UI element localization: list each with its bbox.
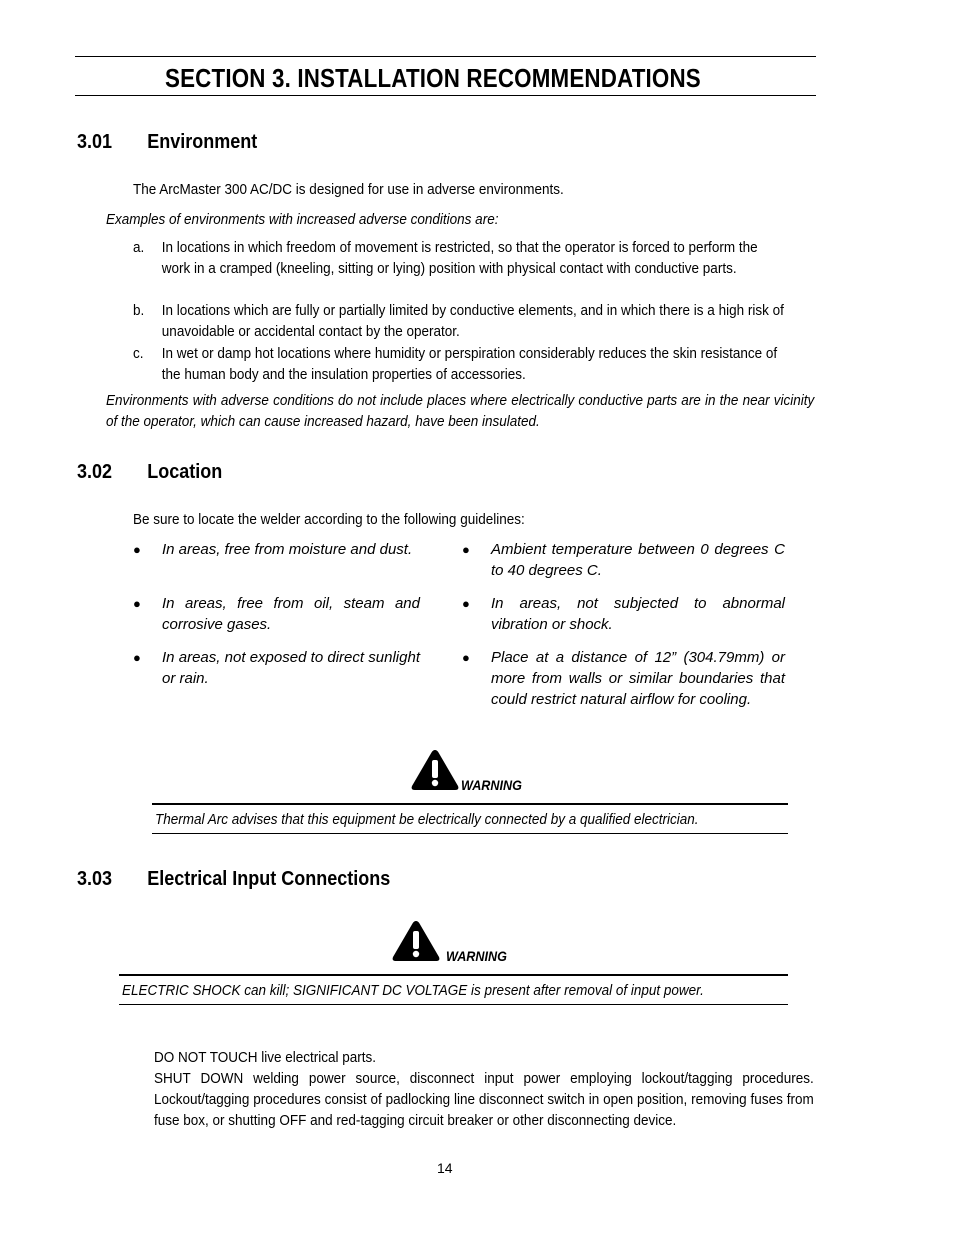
list-text: In locations which are fully or partially limited by conductive elements, and in which there is a high risk of unavoidable or accidental contact by the operator. <box>161 302 784 340</box>
electrical-paragraph: SHUT DOWN welding power source, disconnect input power employing lockout/tagging procedures. Lockout/tagging procedures consist of padlocking line disconnect switch in open position, removing fuses from fuse box, or shutting OFF and red-tagging circuit breaker or other disconnecting device. <box>154 1070 814 1129</box>
list-text: In locations in which freedom of movement is restricted, so that the operator is forced to perform the work in a cramped (kneeling, sitting or lying) position with physical contact with conductive parts. <box>161 239 758 277</box>
warning-label: WARNING <box>446 948 507 964</box>
environment-examples-intro: Examples of environments with increased adverse conditions are: <box>106 211 499 228</box>
heading-3-02 <box>77 461 222 484</box>
heading-number: 3.02 <box>77 461 113 483</box>
page-number: 14 <box>437 1160 453 1176</box>
bullet-dot-icon: ● <box>133 650 141 665</box>
electrical-line-1: DO NOT TOUCH live electrical parts. <box>154 1049 377 1066</box>
bullet-dot-icon: ● <box>133 596 141 611</box>
environment-intro: The ArcMaster 300 AC/DC is designed for use in adverse environments. <box>133 181 564 198</box>
warning-box <box>152 803 788 834</box>
bullet-dot-icon: ● <box>462 650 470 665</box>
heading-number: 3.03 <box>77 868 113 890</box>
bullet-text: In areas, not exposed to direct sunlight or rain. <box>162 649 420 687</box>
warning-triangle-icon <box>391 919 441 963</box>
bullet-text: Place at a distance of 12” (304.79mm) or more from walls or similar boundaries that could restrict natural airflow for cooling. <box>491 649 785 708</box>
bullet-text: Ambient temperature between 0 degrees C to 40 degrees C. <box>491 541 785 579</box>
list-marker: c. <box>133 345 144 362</box>
list-marker: a. <box>133 239 145 256</box>
warning-text: Thermal Arc advises that this equipment be electrically connected by a qualified electrician. <box>155 811 699 828</box>
heading-3-01 <box>77 131 257 154</box>
heading-title: Environment <box>147 131 258 153</box>
warning-triangle-icon <box>410 748 460 792</box>
heading-number: 3.01 <box>77 131 113 153</box>
bullet-text: In areas, not subjected to abnormal vibration or shock. <box>491 595 785 633</box>
bullet-dot-icon: ● <box>133 542 141 557</box>
heading-3-03 <box>77 868 390 891</box>
list-text: In wet or damp hot locations where humidity or perspiration considerably reduces the skin resistance of the human body and the insulation properties of accessories. <box>161 345 778 383</box>
warning-box <box>119 974 788 1005</box>
environment-note: Environments with adverse conditions do not include places where electrically conductive parts are in the near vicinity of the operator, which can cause increased hazard, have been insulated. <box>106 392 815 430</box>
location-intro: Be sure to locate the welder according to the following guidelines: <box>133 511 525 528</box>
warning-text: ELECTRIC SHOCK can kill; SIGNIFICANT DC VOLTAGE is present after removal of input power. <box>122 982 704 999</box>
heading-title: Electrical Input Connections <box>147 868 391 890</box>
bullet-dot-icon: ● <box>462 596 470 611</box>
bullet-dot-icon: ● <box>462 542 470 557</box>
heading-title: Location <box>147 461 223 483</box>
bullet-text: In areas, free from moisture and dust. <box>162 541 413 558</box>
bullet-text: In areas, free from oil, steam and corrosive gases. <box>162 595 420 633</box>
warning-label: WARNING <box>461 777 522 793</box>
list-marker: b. <box>133 302 145 319</box>
section-title: SECTION 3. INSTALLATION RECOMMENDATIONS <box>165 63 701 93</box>
section-header <box>75 56 816 96</box>
